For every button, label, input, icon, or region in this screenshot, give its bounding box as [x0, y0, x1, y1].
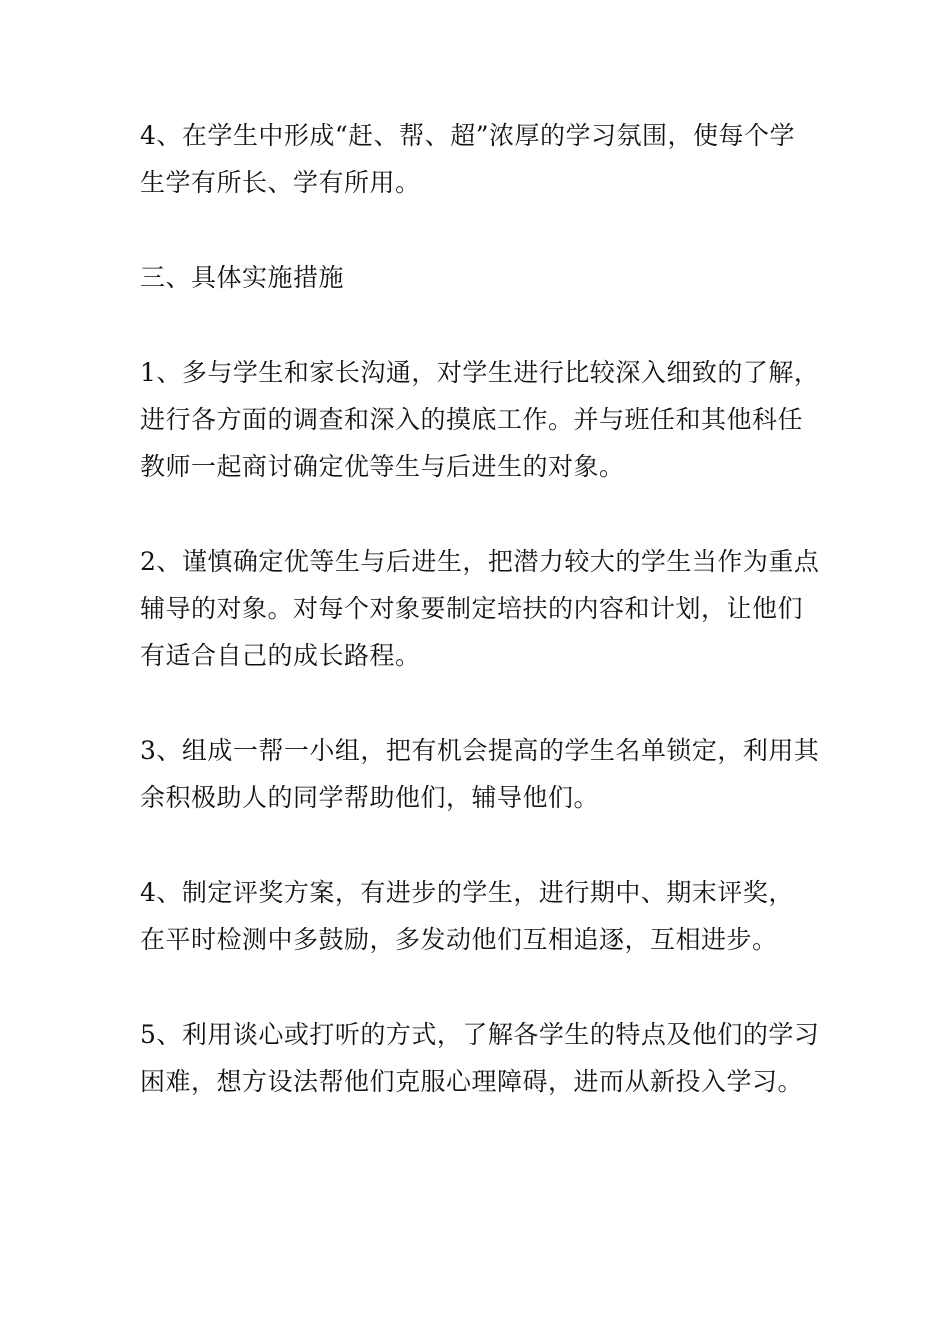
paragraph-measure-2: 2、谨慎确定优等生与后进生，把潜力较大的学生当作为重点 辅导的对象。对每个对象要制定培扶的内容和计划，让他们 有适合自己的成长路程。 — [140, 547, 820, 670]
paragraph-measure-3: 3、组成一帮一小组，把有机会提高的学生名单锁定，利用其 余积极助人的同学帮助他们，辅导他们。 — [140, 736, 820, 812]
paragraph-goal-4: 4、在学生中形成“赶、帮、超”浓厚的学习氛围，使每个学 生学有所长、学有所用。 — [140, 121, 795, 197]
paragraph-measure-1: 1、多与学生和家长沟通，对学生进行比较深入细致的了解， 进行各方面的调查和深入的摸底工作。并与班任和其他科任 教师一起商讨确定优等生与后进生的对象。 — [140, 358, 820, 481]
document-body — [140, 112, 830, 1153]
section-heading-measures: 三、具体实施措施 — [140, 263, 345, 292]
paragraph-measure-4: 4、制定评奖方案，有进步的学生，进行期中、期末评奖， 在平时检测中多鼓励，多发动他们互相追逐，互相进步。 — [140, 878, 794, 954]
paragraph-measure-5: 5、利用谈心或打听的方式，了解各学生的特点及他们的学习 困难，想方设法帮他们克服心理障碍，进而从新投入学习。 — [140, 1020, 820, 1096]
